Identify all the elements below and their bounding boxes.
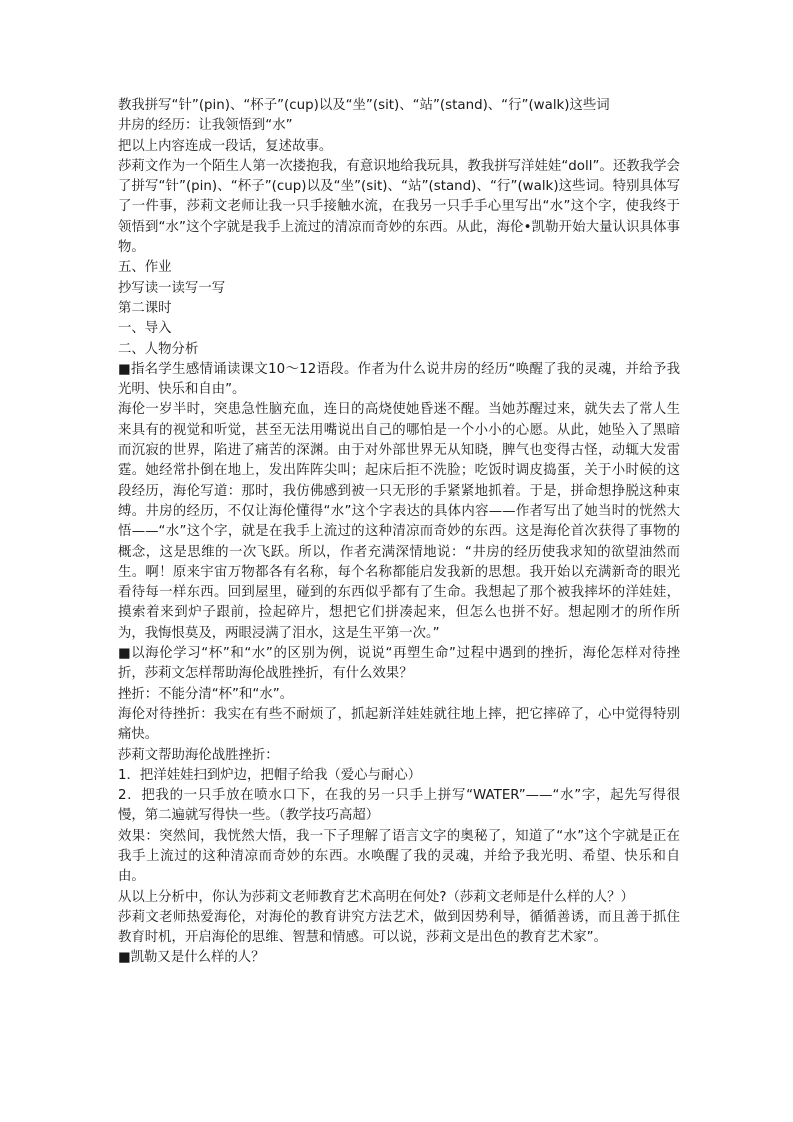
question-keller-character: ■凯勒又是什么样的人？ — [118, 950, 265, 966]
question-well-house-experience: ■指名学生感情诵读课文10～12语段。作者为什么说井房的经历“唤醒了我的灵魂，并给予我光明、快乐和自由”。 — [118, 361, 680, 398]
paragraph-well-house-heading: 井房的经历：让我领悟到“水” — [118, 118, 293, 134]
paragraph-helen-background: 海伦一岁半时，突患急性脑充血，连日的高烧使她昏迷不醒。当她苏醒过来，就失去了常人生来具有的视觉和听觉，甚至无法用嘴说出自己的哪怕是一个小小的心愿。从此，她坠入了黑暗而沉寂的世界，陷进了痛苦的深渊。由于对外部世界无从知晓，脾气也变得古怪，动辄大发雷霆。她经常扑倒在地上，发出阵阵尖叫；起床后拒不洗脸；吃饭时调皮捣蛋，关于小时候的这段经历，海伦写道：那时，我仿佛感到被一只无形的手紧紧地抓着。于是，拼命想挣脱这种束缚。井房的经历，不仅让海伦懂得“水”这个字表达的具体内容——作者写出了她当时的恍然大悟——“水”这个字，就是在我手上流过的这种清凉而奇妙的东西。这是海伦首次获得了事物的概念，这是思维的一次飞跃。所以，作者充满深情地说：“井房的经历使我求知的欲望油然而生。啊！原来宇宙万物都各有名称，每个名称都能启发我新的思想。我开始以充满新奇的眼光看待每一样东西。回到屋里，碰到的东西似乎都有了生命。我想起了那个被我摔坏的洋娃娃，摸索着来到炉子跟前，捡起碎片，想把它们拼凑起来，但怎么也拼不好。想起刚才的所作所为，我悔恨莫及，两眼浸满了泪水，这是生平第一次。” — [118, 402, 680, 641]
section-character-analysis-heading: 二、人物分析 — [118, 341, 199, 357]
paragraph-retell-summary: 莎莉文作为一个陌生人第一次搂抱我，有意识地给我玩具，教我拼写洋娃娃“doll”。还教我学会了拼写“针”(pin)、“杯子”(cup)以及“坐”(sit)、“站”(stand)、“行”(walk)这些词。特别具体写了一件事，莎莉文老师让我一只手接触水流，在我另一只手手心里写出“水”这个字，使我终于领悟到“水”这个字就是我手上流过的清凉而奇妙的东西。从此，海伦•凯勒开始大量认识具体事物。 — [118, 158, 680, 256]
document-body — [118, 96, 680, 969]
question-teaching-art: 从以上分析中，你认为莎莉文老师教育艺术高明在何处?（莎莉文老师是什么样的人？） — [118, 889, 634, 905]
paragraph-setback: 挫折：不能分清“杯”和“水”。 — [118, 686, 294, 702]
paragraph-sullivan-summary: 莎莉文老师热爱海伦，对海伦的教育讲究方法艺术，做到因势利导，循循善诱，而且善于抓住教育时机，开启海伦的思维、智慧和情感。可以说，莎莉文是出色的教育艺术家”。 — [118, 909, 680, 946]
section-introduction-heading: 一、导入 — [118, 321, 172, 337]
paragraph-sullivan-help-heading: 莎莉文帮助海伦战胜挫折： — [118, 747, 279, 763]
question-setbacks: ■以海伦学习“杯”和“水”的区别为例，说说“再塑生命”过程中遇到的挫折，海伦怎样对待挫折，莎莉文怎样帮助海伦战胜挫折，有什么效果？ — [118, 646, 680, 682]
section-homework-heading: 五、作业 — [118, 260, 172, 276]
paragraph-helen-reaction: 海伦对待挫折：我实在有些不耐烦了，抓起新洋娃娃就往地上摔，把它摔碎了，心中觉得特别痛快。 — [118, 706, 680, 743]
list-item-2: 2．把我的一只手放在喷水口下，在我的另一只手上拼写“WATER”——“水”字，起先写得很慢，第二遍就写得快一些。（教学技巧高超） — [118, 788, 680, 824]
list-item-1: 1．把洋娃娃扫到炉边，把帽子给我（爱心与耐心） — [118, 767, 422, 783]
section-second-lesson-heading: 第二课时 — [118, 300, 172, 316]
paragraph-effect: 效果：突然间，我恍然大悟，我一下子理解了语言文字的奥秘了，知道了“水”这个字就是正在我手上流过的这种清凉而奇妙的东西。水唤醒了我的灵魂，并给予我光明、希望、快乐和自由。 — [118, 828, 680, 885]
paragraph-retell-instruction: 把以上内容连成一段话，复述故事。 — [118, 138, 333, 154]
paragraph-homework-task: 抄写读一读写一写 — [118, 280, 226, 296]
paragraph-spelling-words: 教我拼写“针”(pin)、“杯子”(cup)以及“坐”(sit)、“站”(stand)、“行”(walk)这些词 — [118, 98, 610, 113]
